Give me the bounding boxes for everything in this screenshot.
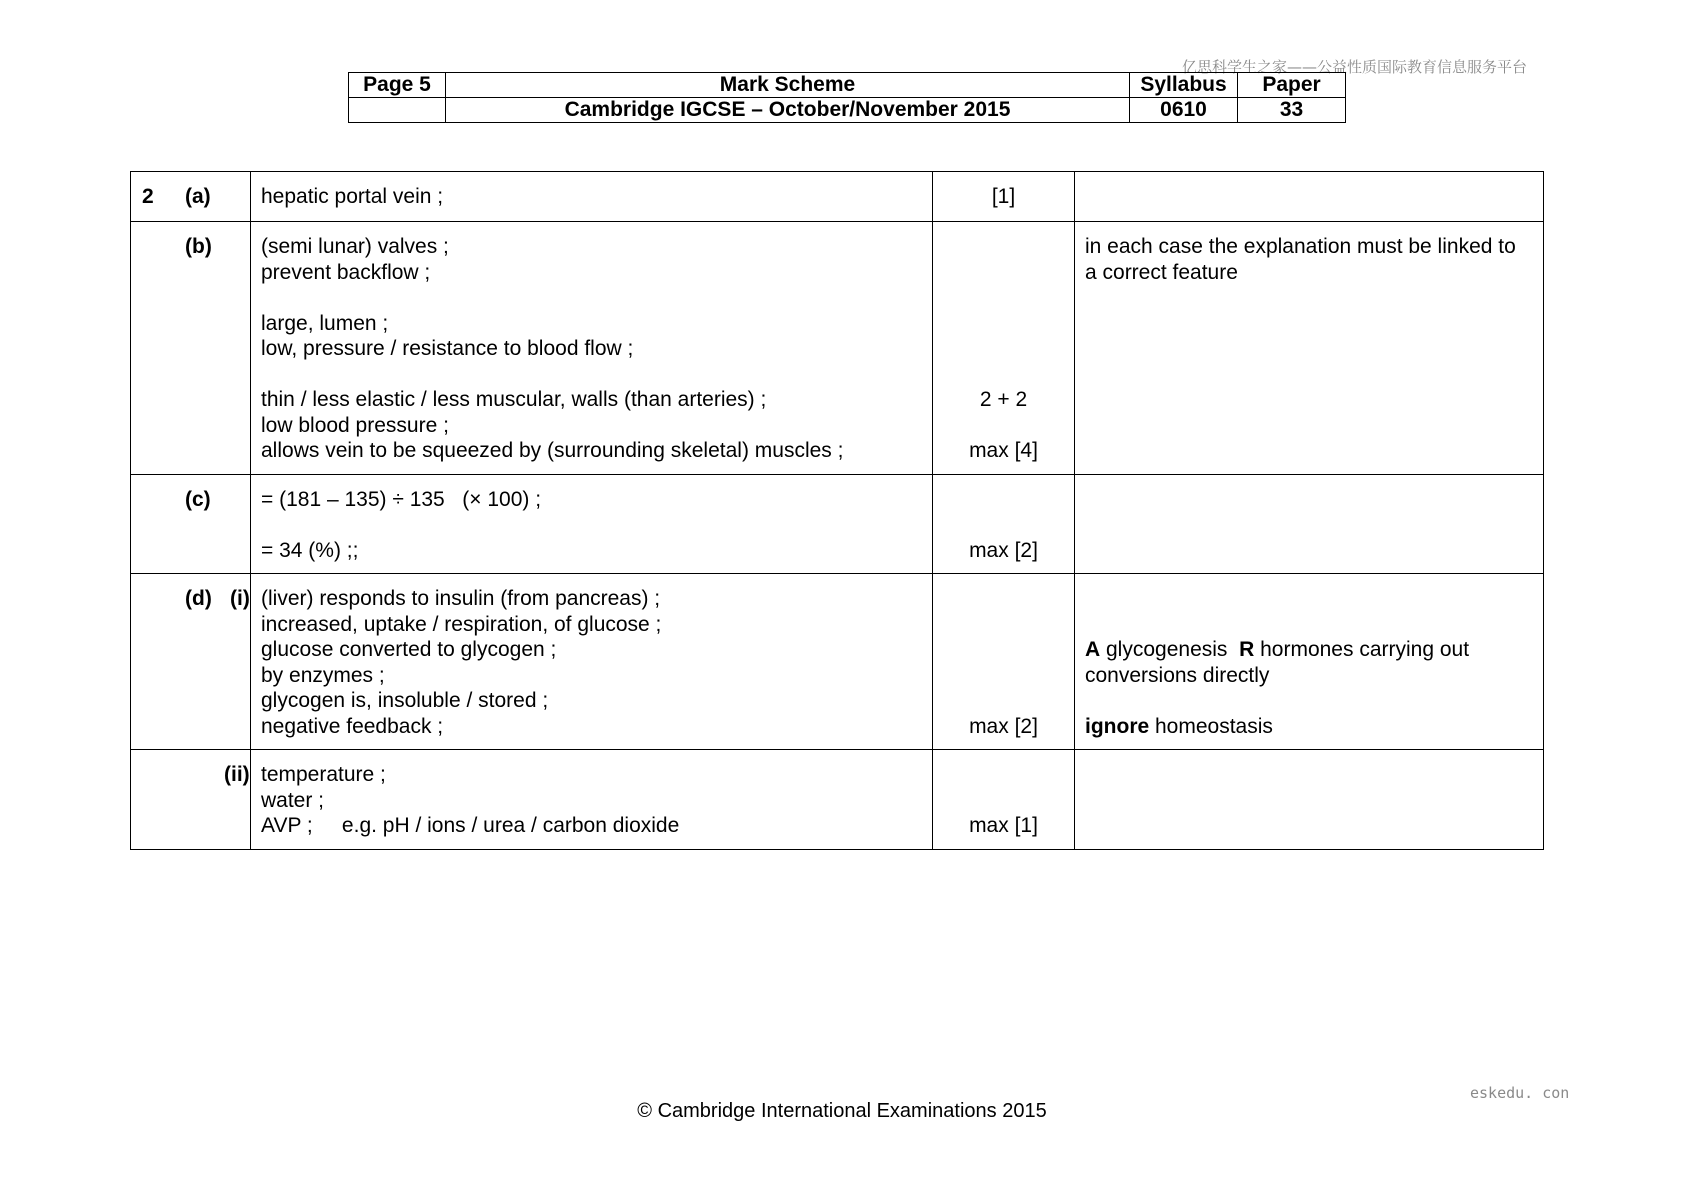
answer-cell xyxy=(251,222,933,475)
syllabus-code: 0610 xyxy=(1130,98,1238,123)
answer-line: glucose converted to glycogen ; xyxy=(261,638,557,661)
syllabus-label: Syllabus xyxy=(1130,73,1238,98)
guidance-text xyxy=(1085,637,1533,688)
question-number-cell xyxy=(131,750,251,850)
answer-line: AVP ; e.g. pH / ions / urea / carbon dioxide xyxy=(261,814,680,837)
answer-cell xyxy=(251,172,933,222)
mark-scheme-table xyxy=(130,171,1544,850)
marks-cell xyxy=(933,172,1075,222)
answer-line: water ; xyxy=(261,788,325,812)
empty-cell xyxy=(349,98,446,123)
answer-line: = (181 – 135) ÷ 135 (× 100) ; xyxy=(261,487,542,511)
question-number-cell xyxy=(131,172,251,222)
answer-line: thin / less elastic / less muscular, walls (than arteries) ; xyxy=(261,388,767,411)
guidance-cell xyxy=(1075,172,1544,222)
answer-line: temperature ; xyxy=(261,763,386,786)
header-table xyxy=(348,72,1346,123)
guidance-text xyxy=(1085,714,1533,740)
guidance-reject-text: hormones carrying out conversions directly xyxy=(1085,638,1475,687)
marks-value: max [4] xyxy=(969,439,1038,462)
marks-cell xyxy=(933,222,1075,475)
answer-line: (liver) responds to insulin (from pancreas) ; xyxy=(261,587,661,610)
table-row xyxy=(131,222,1544,475)
part-label: (a) xyxy=(185,185,211,208)
answer-line: by enzymes ; xyxy=(261,663,385,687)
question-number-cell xyxy=(131,222,251,475)
part-label: (d) xyxy=(185,587,212,610)
part-label: (c) xyxy=(185,487,211,511)
answer-line: glycogen is, insoluble / stored ; xyxy=(261,689,549,712)
marks-cell xyxy=(933,574,1075,750)
guidance-accept-text: glycogenesis xyxy=(1100,638,1240,661)
guidance-cell xyxy=(1075,750,1544,850)
watermark-top: 亿思科学生之家——公益性质国际教育信息服务平台 xyxy=(1182,58,1528,76)
subpart-label: (i) xyxy=(230,587,250,610)
answer-line: hepatic portal vein ; xyxy=(261,185,444,208)
table-row xyxy=(131,172,1544,222)
part-label: (b) xyxy=(185,235,212,258)
marks-cell xyxy=(933,474,1075,574)
guidance-cell xyxy=(1075,222,1544,475)
answer-line: low, pressure / resistance to blood flow ; xyxy=(261,337,634,360)
answer-line: negative feedback ; xyxy=(261,714,444,738)
marks-value: 2 + 2 xyxy=(979,388,1028,411)
answer-line: = 34 (%) ;; xyxy=(261,538,359,562)
answer-cell xyxy=(251,750,933,850)
marks-cell xyxy=(933,750,1075,850)
guidance-text: in each case the explanation must be linked to a correct feature xyxy=(1085,235,1516,284)
marks-value: [1] xyxy=(991,185,1016,208)
guidance-ignore-label: ignore xyxy=(1085,714,1150,738)
document-title: Mark Scheme xyxy=(446,73,1130,98)
answer-line: allows vein to be squeezed by (surrounding skeletal) muscles ; xyxy=(261,439,844,462)
paper-label: Paper xyxy=(1238,73,1346,98)
page-number: Page 5 xyxy=(349,73,446,98)
copyright-footer: © Cambridge International Examinations 2015 xyxy=(637,1100,1047,1122)
answer-line: prevent backflow ; xyxy=(261,260,431,284)
answer-line: low blood pressure ; xyxy=(261,413,449,437)
question-number: 2 xyxy=(142,185,154,208)
answer-line: (semi lunar) valves ; xyxy=(261,235,449,258)
marks-value: max [2] xyxy=(969,714,1038,738)
marks-value: max [1] xyxy=(969,814,1038,837)
guidance-accept-label: A xyxy=(1085,638,1101,661)
answer-cell xyxy=(251,574,933,750)
guidance-cell xyxy=(1075,474,1544,574)
marks-value: max [2] xyxy=(969,538,1038,562)
guidance-reject-label: R xyxy=(1239,638,1255,661)
subpart-label: (ii) xyxy=(224,763,250,786)
exam-session: Cambridge IGCSE – October/November 2015 xyxy=(446,98,1130,123)
answer-cell xyxy=(251,474,933,574)
table-row xyxy=(131,750,1544,850)
table-row xyxy=(131,474,1544,574)
answer-line: increased, uptake / respiration, of glucose ; xyxy=(261,612,662,636)
guidance-cell xyxy=(1075,574,1544,750)
watermark-bottom: eskedu. con xyxy=(1470,1084,1570,1102)
guidance-ignore-text: homeostasis xyxy=(1149,714,1273,738)
table-row xyxy=(131,574,1544,750)
question-number-cell xyxy=(131,574,251,750)
answer-line: large, lumen ; xyxy=(261,311,389,335)
paper-number: 33 xyxy=(1238,98,1346,123)
question-number-cell xyxy=(131,474,251,574)
